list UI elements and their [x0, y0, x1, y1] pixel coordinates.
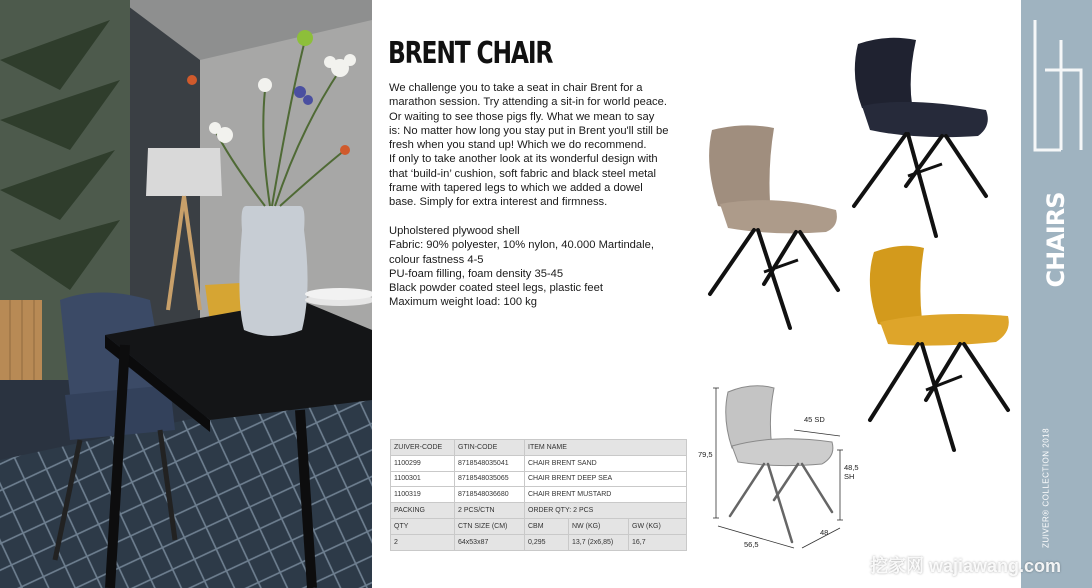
section-label: CHAIRS — [1042, 192, 1070, 288]
table-row — [391, 471, 687, 487]
spec-line: Upholstered plywood shell — [389, 225, 520, 237]
table-header-cell: ITEM NAME — [525, 440, 687, 456]
spec-line: colour fastness 4-5 — [389, 253, 484, 266]
description-line: is: No matter how long you stay put in Brent you'll still be — [389, 124, 669, 137]
spec-line: PU-foam filling, foam density 35-45 — [389, 267, 564, 280]
logistics-row — [391, 534, 687, 550]
description-line: Or waiting to see those pigs fly. What we mean to say — [389, 110, 655, 123]
product-table — [390, 439, 687, 551]
logistics-header-row — [391, 518, 687, 534]
description-line: fresh when you stand up! Which we do recommend. — [389, 139, 647, 152]
description-line: frame with tapered legs to which we added a dowel — [389, 182, 643, 195]
table-cell: 64x53x87 — [455, 534, 525, 550]
table-header-row — [391, 440, 687, 456]
section-side-strip — [1021, 0, 1092, 588]
product-specs — [389, 224, 694, 310]
product-description — [389, 81, 694, 210]
table-cell: 2 PCS/CTN — [455, 503, 525, 519]
table-cell: 0,295 — [525, 534, 569, 550]
description-line: marathon session. Try attending a sit-in for world peace. — [389, 96, 667, 109]
table-cell: CHAIR BRENT DEEP SEA — [525, 471, 687, 487]
table-cell: ORDER QTY: 2 PCS — [525, 503, 687, 519]
table-header-cell: CBM — [525, 518, 569, 534]
chair-outline-decoration — [1021, 0, 1092, 588]
table-header-cell: NW (KG) — [569, 518, 629, 534]
table-header-cell: CTN SIZE (CM) — [455, 518, 525, 534]
dimension-width: 56,5 — [744, 540, 759, 549]
collection-label: ZUIVER® COLLECTION 2018 — [1041, 427, 1051, 549]
table-cell: 8718548036680 — [455, 487, 525, 503]
dimension-seat-height-unit: SH — [844, 472, 855, 481]
dimension-seat-height: 48,5 — [844, 463, 859, 472]
table-cell: 2 — [391, 534, 455, 550]
spec-line: Fabric: 90% polyester, 10% nylon, 40.000 Martindale, — [389, 239, 654, 252]
table-cell: 1100301 — [391, 471, 455, 487]
dimension-height: 79,5 — [698, 450, 713, 459]
description-line: If only to take another look at its wonderful design with — [389, 153, 658, 166]
chair-image-mustard — [862, 244, 1012, 454]
description-line: We challenge you to take a seat in chair Brent for a — [389, 82, 643, 94]
table-cell: 8718548035041 — [455, 455, 525, 471]
table-cell: 13,7 (2x6,85) — [569, 534, 629, 550]
dimension-seat-depth: 45 SD — [804, 415, 825, 424]
lifestyle-photo — [0, 0, 372, 588]
table-header-cell: GW (KG) — [629, 518, 687, 534]
table-header-cell: QTY — [391, 518, 455, 534]
spec-line: Maximum weight load: 100 kg — [389, 296, 537, 309]
table-cell: 1100299 — [391, 455, 455, 471]
table-cell: PACKING — [391, 503, 455, 519]
table-header-cell: GTIN-CODE — [455, 440, 525, 456]
description-line: that ‘build-in’ cushion, soft fabric and black steel metal — [389, 167, 656, 180]
table-cell: 8718548035065 — [455, 471, 525, 487]
table-header-cell: ZUIVER-CODE — [391, 440, 455, 456]
description-line: base. Simply for extra interest and firmness. — [389, 196, 608, 209]
chair-image-sand — [704, 124, 854, 334]
dimension-depth: 48 — [820, 528, 829, 537]
product-title: BRENT CHAIR — [388, 36, 553, 71]
chair-image-deep-sea — [846, 36, 996, 246]
table-cell: 16,7 — [629, 534, 687, 550]
watermark: 挖家网 wajiawang.com — [870, 556, 1062, 576]
table-row — [391, 455, 687, 471]
spec-line: Black powder coated steel legs, plastic feet — [389, 282, 603, 295]
dimension-drawing — [694, 378, 874, 558]
packing-row — [391, 503, 687, 519]
table-row — [391, 487, 687, 503]
table-cell: CHAIR BRENT MUSTARD — [525, 487, 687, 503]
table-cell: CHAIR BRENT SAND — [525, 455, 687, 471]
table-cell: 1100319 — [391, 487, 455, 503]
